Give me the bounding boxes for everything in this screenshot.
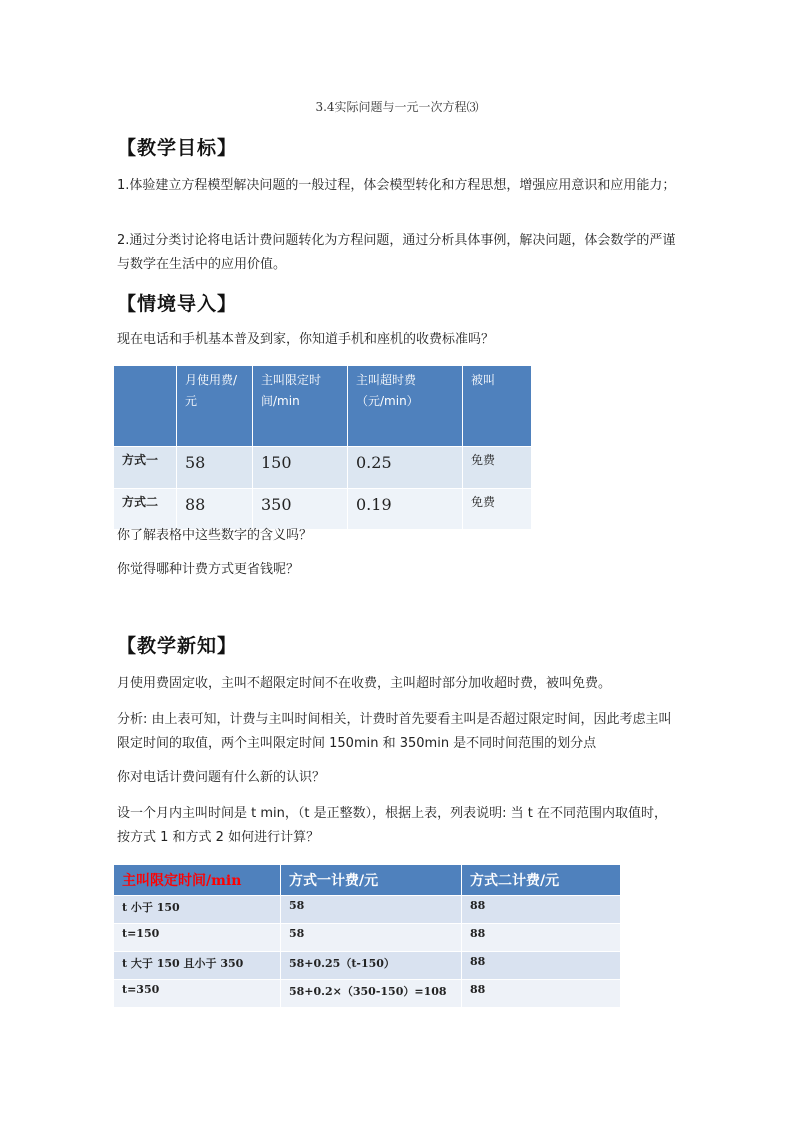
intro-heading: 【情境导入】: [117, 293, 238, 315]
table-header-row: [114, 366, 532, 447]
table-cell: 88: [177, 489, 253, 530]
new-knowledge-question: 你对电话计费问题有什么新的认识？: [117, 770, 326, 785]
pricing-table: [113, 365, 532, 530]
table-cell: 88: [462, 980, 621, 1008]
new-knowledge-heading: 【教学新知】: [117, 635, 238, 657]
table-cell: 58+0.2×（350-150）=108: [281, 980, 462, 1008]
analysis-text: 分析: 由上表可知，计费与主叫时间相关，计费时首先要看主叫是否超过限定时间，因此考虑主叫限定时间的取值，两个主叫限定时间 150min 和 350min 是不同时间范围的划分点: [117, 712, 672, 751]
table-cell: 58+0.25（t-150）: [281, 952, 462, 980]
table-header-cell: 方式二计费/元: [462, 865, 621, 896]
setup-text: 设一个月内主叫时间是 t min，（t 是正整数），根据上表，列表说明: 当 t 在不同范围内取值时，按方式 1 和方式 2 如何进行计算？: [117, 806, 667, 845]
table-row: [114, 447, 532, 489]
question-2: 你觉得哪种计费方式更省钱呢？: [117, 562, 300, 577]
table-row: [114, 924, 621, 952]
table-cell: t=150: [114, 924, 281, 952]
question-1: 你了解表格中这些数字的含义吗？: [117, 528, 313, 543]
table-cell: 免费: [463, 447, 532, 489]
table-cell: 0.19: [348, 489, 463, 530]
table-cell: 88: [462, 952, 621, 980]
table-header-cell: 主叫限定时间/min: [253, 366, 348, 447]
table-cell: t=350: [114, 980, 281, 1008]
table-cell: 免费: [463, 489, 532, 530]
table-row: [114, 952, 621, 980]
table-header-cell: 方式一计费/元: [281, 865, 462, 896]
table-cell: 350: [253, 489, 348, 530]
goals-heading: 【教学目标】: [117, 137, 238, 159]
document-title: 3.4实际问题与一元一次方程⑶: [315, 100, 479, 114]
table-cell: 58: [177, 447, 253, 489]
goal-item-2: 2.通过分类讨论将电话计费问题转化为方程问题，通过分析具体事例，解决问题，体会数学的严谨与数学在生活中的应用价值。: [117, 233, 676, 272]
table-header-cell: 被叫: [463, 366, 532, 447]
table-cell: 58: [281, 896, 462, 924]
table-cell: 88: [462, 896, 621, 924]
table-header-cell: 月使用费/元: [177, 366, 253, 447]
table-cell: 0.25: [348, 447, 463, 489]
new-knowledge-text-1: 月使用费固定收，主叫不超限定时间不在收费，主叫超时部分加收超时费，被叫免费。: [117, 676, 612, 691]
table-row: [114, 896, 621, 924]
table-cell: 150: [253, 447, 348, 489]
table-cell: t 小于 150: [114, 896, 281, 924]
table-header-cell: [114, 366, 177, 447]
table-header-row: [114, 865, 621, 896]
table-cell: 58: [281, 924, 462, 952]
table-cell: 方式二: [114, 489, 177, 530]
goal-item-1: 1.体验建立方程模型解决问题的一般过程，体会模型转化和方程思想，增强应用意识和应用能力；: [117, 178, 676, 193]
table-header-cell: 主叫限定时间/min: [114, 865, 281, 896]
table-header-cell: 主叫超时费（元/min）: [348, 366, 463, 447]
table-cell: t 大于 150 且小于 350: [114, 952, 281, 980]
table-cell: 方式一: [114, 447, 177, 489]
intro-text: 现在电话和手机基本普及到家，你知道手机和座机的收费标准吗？: [117, 332, 495, 347]
table-cell: 88: [462, 924, 621, 952]
table-row: [114, 980, 621, 1008]
billing-table: [113, 864, 621, 1008]
